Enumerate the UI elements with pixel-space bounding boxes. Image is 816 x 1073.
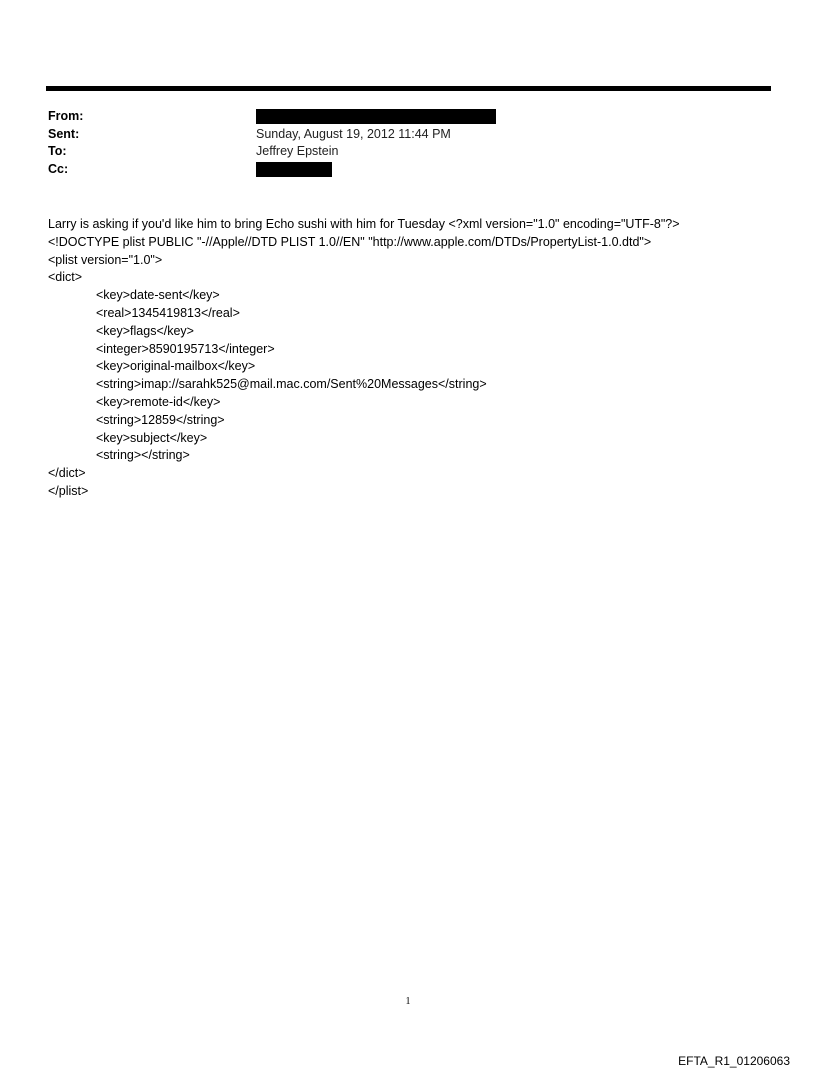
body-line: </plist>	[48, 483, 89, 498]
sent-value: Sunday, August 19, 2012 11:44 PM	[256, 126, 451, 141]
body-line: <key>remote-id</key>	[96, 394, 221, 409]
email-body	[48, 216, 788, 501]
to-label: To:	[48, 144, 67, 158]
body-line: <string>12859</string>	[96, 412, 225, 427]
page-number: 1	[405, 996, 411, 1007]
from-label: From:	[48, 109, 84, 123]
sent-label: Sent:	[48, 126, 80, 141]
to-row	[48, 143, 768, 161]
top-divider	[46, 86, 771, 91]
cc-label: Cc:	[48, 161, 69, 176]
bates-number: EFTA_R1_01206063	[678, 1054, 790, 1068]
to-value: Jeffrey Epstein	[256, 144, 339, 158]
body-line: </dict>	[48, 466, 86, 481]
body-line: <string>imap://sarahk525@mail.mac.com/Sent%20Messages</string>	[96, 377, 487, 392]
body-line: <key>subject</key>	[96, 430, 208, 445]
body-line: <plist version="1.0">	[48, 252, 163, 267]
cc-redaction	[256, 162, 332, 177]
cc-row	[48, 161, 768, 179]
body-line: <integer>8590195713</integer>	[96, 341, 275, 356]
body-line: <!DOCTYPE plist PUBLIC "-//Apple//DTD PLIST 1.0//EN" "http://www.apple.com/DTDs/PropertyList-1.0.dtd">	[48, 234, 652, 249]
body-line: <string></string>	[96, 448, 190, 463]
body-line: <key>original-mailbox</key>	[96, 359, 256, 374]
email-header	[48, 108, 768, 178]
from-row	[48, 108, 768, 126]
body-line: <key>date-sent</key>	[96, 288, 220, 303]
body-line: <dict>	[48, 270, 83, 285]
body-line: <real>1345419813</real>	[96, 305, 240, 320]
sent-row	[48, 126, 768, 144]
from-redaction	[256, 109, 496, 124]
body-line: <key>flags</key>	[96, 323, 194, 338]
body-line: Larry is asking if you'd like him to bring Echo sushi with him for Tuesday <?xml version="1.0" encoding="UTF-8"?>	[48, 217, 680, 231]
